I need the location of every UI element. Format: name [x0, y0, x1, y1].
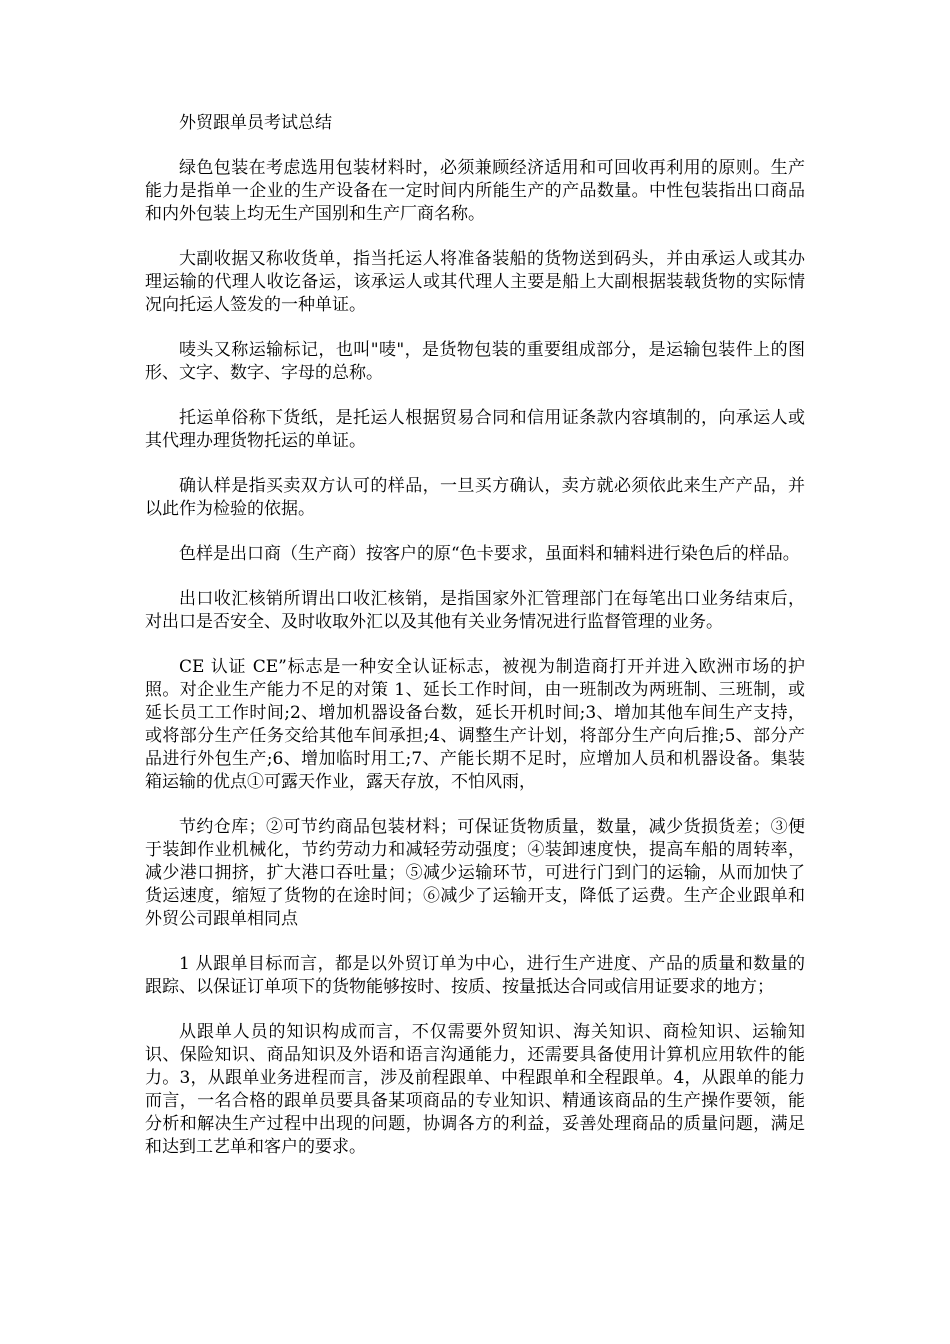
paragraph-color-sample: 色样是出口商（生产商）按客户的原“色卡要求，虽面料和辅料进行染色后的样品。: [179, 544, 800, 564]
paragraph-shipping-mark: 唛头又称运输标记，也叫"唛"，是货物包装的重要组成部分，是运输包装件上的图形、文字、数字、字母的总称。: [145, 340, 805, 383]
paragraph-merchandising-goal: 1 从跟单目标而言，都是以外贸订单为中心，进行生产进度、产品的质量和数量的跟踪、以保证订单项下的货物能够按时、按质、按量抵达合同或信用证要求的地方；: [145, 954, 805, 997]
paragraph-export-verification: 出口收汇核销所谓出口收汇核销，是指国家外汇管理部门在每笔出口业务结束后，对出口是否安全、及时收取外汇以及其他有关业务情况进行监督管理的业务。: [145, 589, 805, 632]
paragraph-ce-certification: CE 认证 CE”标志是一种安全认证标志，被视为制造商打开并进入欧洲市场的护照。对企业生产能力不足的对策 1、延长工作时间，由一班制改为两班制、三班制，或延长员工工作时间;2、增加机器设备台数，延长开机时间;3、增加其他车间生产支持，或将部分生产任务交给其他车间承担;4、调整生产计划，将部分生产向后推;5、部分产品进行外包生产;6、增加临时用工;7、产能长期不足时，应增加人员和机器设备。集装箱运输的优点①可露天作业，露天存放，不怕风雨，: [145, 657, 805, 792]
paragraph-approval-sample: 确认样是指买卖双方认可的样品，一旦买方确认，卖方就必须依此来生产产品，并以此作为检验的依据。: [145, 476, 805, 519]
paragraph-mates-receipt: 大副收据又称收货单，指当托运人将准备装船的货物送到码头，并由承运人或其办理运输的代理人收讫备运，该承运人或其代理人主要是船上大副根据装载货物的实际情况向托运人签发的一种单证。: [145, 249, 805, 315]
paragraph-green-packaging: 绿色包装在考虑选用包装材料时，必须兼顾经济适用和可回收再利用的原则。生产能力是指单一企业的生产设备在一定时间内所能生产的产品数量。中性包装指出口商品和内外包装上均无生产国别和生产厂商名称。: [145, 158, 805, 224]
document-body: [145, 112, 805, 1181]
paragraph-shipping-order: 托运单俗称下货纸，是托运人根据贸易合同和信用证条款内容填制的，向承运人或其代理办理货物托运的单证。: [145, 408, 805, 451]
paragraph-merchandiser-knowledge: 从跟单人员的知识构成而言，不仅需要外贸知识、海关知识、商检知识、运输知识、保险知识、商品知识及外语和语言沟通能力，还需要具备使用计算机应用软件的能力。3，从跟单业务进程而言，涉及前程跟单、中程跟单和全程跟单。4，从跟单的能力而言，一名合格的跟单员要具备某项商品的专业知识、精通该商品的生产操作要领，能分析和解决生产过程中出现的问题，协调各方的利益，妥善处理商品的质量问题，满足和达到工艺单和客户的要求。: [145, 1022, 805, 1157]
paragraph-container-advantages: 节约仓库；②可节约商品包装材料；可保证货物质量，数量，减少货损货差；③便于装卸作业机械化，节约劳动力和减轻劳动强度；④装卸速度快，提高车船的周转率，减少港口拥挤，扩大港口吞吐量；⑤减少运输环节，可进行门到门的运输，从而加快了货运速度，缩短了货物的在途时间；⑥减少了运输开支，降低了运费。生产企业跟单和外贸公司跟单相同点: [145, 817, 805, 929]
document-title: 外贸跟单员考试总结: [179, 113, 332, 133]
